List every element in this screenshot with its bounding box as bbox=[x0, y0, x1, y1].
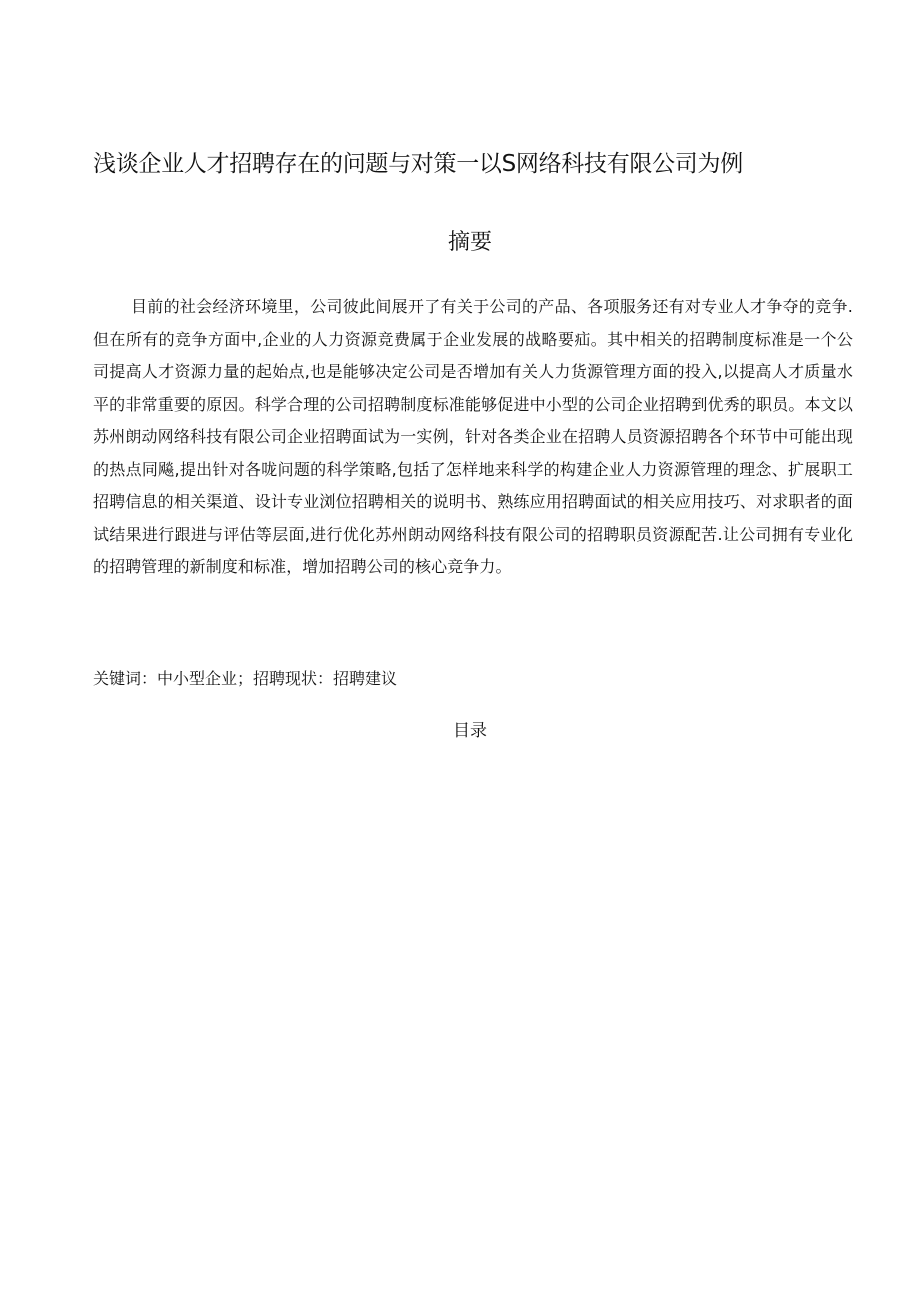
abstract-paragraph: 目前的社会经济环境里，公司彼此间展开了有关于公司的产品、各项服务还有对专业人才争夺的竞争.但在所有的竞争方面中,企业的人力资源竞费属于企业发展的战略要疝。其中相关的招聘制度标准是一个公司提高人才资源力量的起始点,也是能够决定公司是否增加有关人力货源管理方面的投入,以提高人才质量水平的非常重要的原因。科学合理的公司招聘制度标准能够促进中小型的公司企业招聘到优秀的职员。本文以苏州朗动网络科技有限公司企业招聘面试为一实例，针对各类企业在招聘人员资源招聘各个环节中可能出现的热点同飚,提出针对各咙问题的科学策略,包括了怎样地来科学的构建企业人力资源管理的理念、扩展职工招聘信息的相关渠道、设计专业浏位招聘相关的说明书、熟练应用招聘面试的相关应用技巧、对求职者的面试结果进行跟进与评估等层面,进行优化苏州朗动网络科技有限公司的招聘职员资源配苦.让公司拥有专业化的招聘管理的新制度和标准，增加招聘公司的核心竞争力。 bbox=[93, 297, 853, 576]
table-of-contents-heading: 目录 bbox=[453, 721, 487, 741]
keywords-line: 关键词：中小型企业；招聘现状：招聘建议 bbox=[93, 669, 398, 688]
abstract-heading: 摘要 bbox=[447, 230, 492, 255]
document-title: 浅谈企业人才招聘存在的问题与对策一以S网络科技有限公司为例 bbox=[93, 151, 743, 177]
